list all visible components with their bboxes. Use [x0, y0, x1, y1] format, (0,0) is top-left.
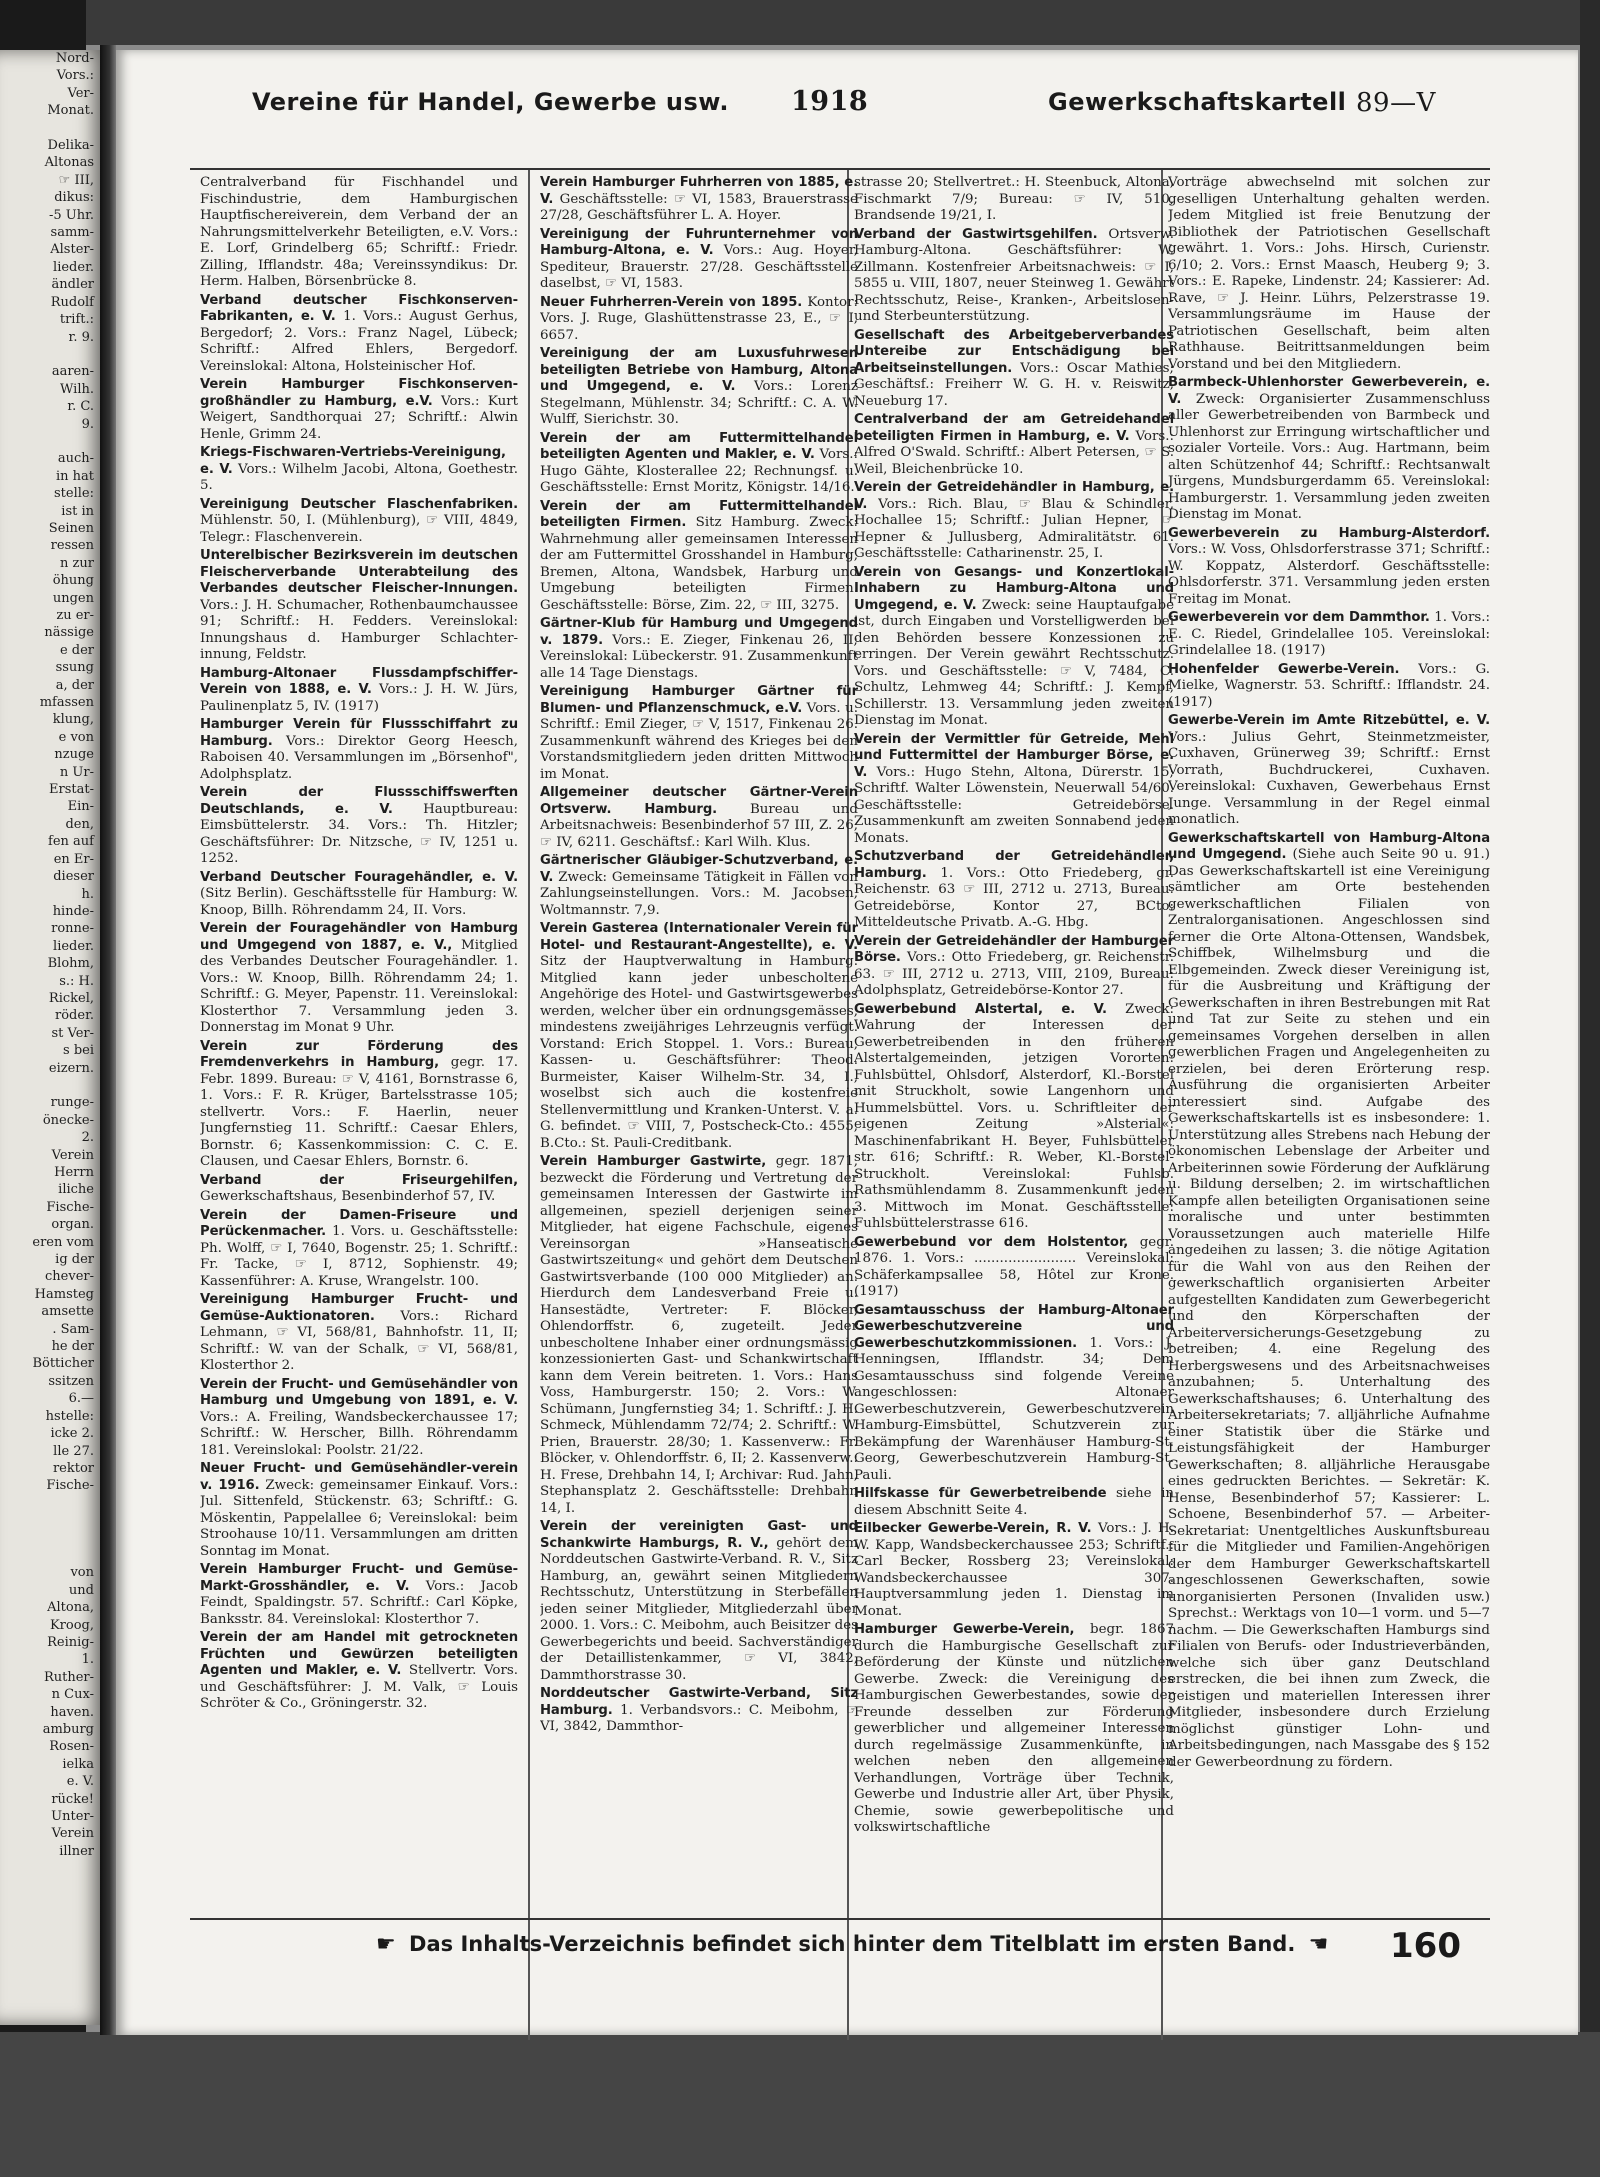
entry-details: 1. Vors.: E. C. Riedel, Grindelallee 105. Vereinslokal: Grindelallee 18. (1917) — [1168, 610, 1490, 658]
entry-name: Gewerbeverein vor dem Dammthor. — [1168, 610, 1430, 625]
entry-name: Hamburg-Altonaer Flussdampfschiffer-Verein von 1888, e. V. — [200, 665, 518, 697]
entry-details: Sitz Hamburg. Zweck: Wahrnehmung aller gemeinsamen Interessen der am Futtermittel Grosshandel in Hamburg, Bremen, Altona, Wandsbek, Harburg und Umgebung beteiligten Firmen. Geschäftsstelle: Börse, Zim. 22, ☞ III, 3275. — [540, 515, 858, 613]
facing-page-text-fragment: ändler — [51, 277, 94, 293]
header-page-ref: 89—V — [1356, 88, 1436, 118]
facing-page-fragment — [0, 50, 108, 2025]
facing-page-text-fragment: und — [68, 1582, 94, 1598]
directory-entry — [540, 921, 858, 1152]
directory-entry — [854, 1622, 1174, 1837]
facing-page-text-fragment: amsette — [41, 1304, 94, 1320]
directory-entry — [200, 1039, 518, 1171]
directory-column-2 — [540, 175, 858, 2050]
facing-page-text-fragment: Rudolf — [50, 294, 94, 310]
entry-details: Zweck: seine Hauptaufgabe ist, durch Eingaben und Vorstelligwerden bei den Behörden bessere Konzessionen zu erringen. Der Verein gewährt Rechtsschutz. Vors. und Geschäftsstelle: ☞ V, 7484, C. Schultz, Lehmweg 44; Schriftf.: J. Kempf, Schillerstr. 13. Versammlung jeden zweiten Dienstag im Monat. — [854, 597, 1174, 728]
pointing-hand-right-icon: ☛ — [376, 1932, 396, 1957]
facing-page-text-fragment: Wilh. — [60, 381, 94, 397]
entry-details: Vors.: Otto Friedeberg, gr. Reichenstr. 63. ☞ III, 2712 u. 2713, VIII, 2109, Bureau: Adolphsplatz, Getreidebörse-Kontor 27. — [854, 950, 1174, 998]
entry-details: Vors.: Lorenz Stegelmann, Mühlenstr. 34; Schriftf.: C. A. W. Wulff, Sierichstr. 30. — [540, 379, 858, 427]
entry-details: Mitglied des Verbandes Deutscher Fouragehändler. 1. Vors.: W. Knoop, Billh. Röhrendamm 24; 1. Schriftf.: G. Meyer, Papenstr. 11. Vereinslokal: Klosterthor 7. Versammlung jeden 3. Donnerstag im Monat 9 Uhr. — [200, 937, 518, 1035]
entry-name: Verein Hamburger Frucht- und Gemüse-Markt-Grosshändler, e. V. — [200, 1562, 518, 1594]
entry-name: Verein der am Handel mit getrockneten Früchten und Gewürzen beteiligten Agenten und Makler, e. V. — [200, 1630, 518, 1678]
facing-page-text-fragment: mfassen — [39, 695, 94, 711]
facing-page-text-fragment: ressen — [50, 538, 94, 554]
entry-name: Neuer Frucht- und Gemüsehändler-verein v. 1916. — [200, 1461, 518, 1493]
entry-name: Vereinigung Hamburger Gärtner für Blumen- und Pflanzenschmuck, e.V. — [540, 684, 858, 716]
facing-page-text-fragment: Altona, — [47, 1600, 94, 1616]
facing-page-text-fragment: samm- — [50, 225, 94, 241]
directory-entry — [854, 1521, 1174, 1620]
entry-details: (Sitz Berlin). Geschäftsstelle für Hamburg: W. Knoop, Billh. Röhrendamm 24, II. Vors. — [200, 886, 518, 918]
facing-page-text-fragment: dikus: — [54, 190, 94, 206]
facing-page-text-fragment: chever- — [45, 1269, 94, 1285]
directory-entry — [200, 921, 518, 1037]
directory-entry — [540, 295, 858, 345]
entry-details: 1. Verbandsvors.: C. Meibohm, ☞ VI, 3842, Dammthor- — [540, 1702, 858, 1734]
facing-page-text-fragment: lieder. — [53, 938, 94, 954]
directory-entry — [540, 227, 858, 293]
entry-name: Verein der Getreidehändler in Hamburg, e. V. — [854, 480, 1174, 512]
facing-page-text-fragment: runge- — [50, 1095, 94, 1111]
facing-page-text-fragment: s.: H. — [59, 973, 94, 989]
entry-name: Verein Hamburger Fischkonserven-großhändler zu Hamburg, e.V. — [200, 377, 518, 409]
facing-page-text-fragment: rektor — [52, 1460, 94, 1476]
entry-details: Vors.: A. Freiling, Wandsbeckerchaussee 17; Schriftf.: W. Herscher, Billh. Röhrendamm 181. Vereinslokal: Poolstr. 21/22. — [200, 1409, 518, 1458]
facing-page-text-fragment: ielka — [62, 1756, 94, 1772]
directory-entry — [200, 717, 518, 783]
directory-entry — [200, 293, 518, 376]
entry-details: gegr. 1876. 1. Vors.: ........................ Vereinslokal: Schäferkampsallee 58, Hôtel zur Krone. (1917) — [854, 1234, 1174, 1299]
entry-details: Vors.: Alfred O'Swald. Schriftf.: Albert Petersen, ☞ S. Weil, Bleichenbrücke 10. — [854, 428, 1174, 477]
entry-details: siehe in diesem Abschnitt Seite 4. — [854, 1486, 1174, 1518]
directory-entry — [200, 377, 518, 443]
entry-name: Verein Hamburger Gastwirte, — [540, 1154, 767, 1169]
facing-page-text-fragment: ist in — [61, 503, 94, 519]
facing-page-text-fragment: . Sam- — [52, 1321, 94, 1337]
directory-entry — [1168, 831, 1490, 1772]
directory-entry — [540, 499, 858, 615]
entry-details: Vors.: Direktor Georg Heesch, Raboisen 40. Versammlungen im „Börsenhof", Adolphsplatz. — [200, 733, 518, 782]
entry-details: Vorträge abwechselnd mit solchen zur geselligen Unterhaltung gehalten werden. Jedem Mitglied ist freie Benutzung der Bibliothek der Patriotischen Gesellschaft gewährt. 1. Vors.: Johs. Hirsch, Curienstr. 6/10; 2. Vors.: Ernst Maasch, Heuberg 9; 3. Vors.: E. Rapeke, Lindenstr. 24; Kassierer: Ad. Rave, ☞ J. Heinr. Lührs, Pelzerstrasse 19. Versammlungsräume im Hause der Patriotischen Gesellschaft, beim alten Rathhause. Beitrittsanmeldungen beim Vorstand und bei den Mitgliedern. — [1168, 175, 1490, 372]
directory-entry — [200, 1292, 518, 1375]
entry-details: Vors. u. Schriftf.: Emil Zieger, ☞ V, 1517, Finkenau 26. Zusammenkunft während des Krieges bei den Vorstandsmitgliedern jeden dritten Mittwoch im Monat. — [540, 700, 858, 782]
running-header — [226, 76, 1466, 136]
facing-page-text-fragment — [0, 1077, 108, 1094]
pointing-hand-left-icon: ☚ — [1308, 1932, 1329, 1957]
facing-page-text-fragment: Bötticher — [32, 1356, 94, 1372]
directory-column-3 — [854, 175, 1174, 2050]
entry-details: Zweck: Gemeinsame Tätigkeit in Fällen von Zahlungseinstellungen. Vors.: M. Jacobsen, Woltmannstr. 7,9. — [540, 869, 858, 918]
entry-details: Vors.: Aug. Hoyer, Spediteur, Brauerstr. 27/28. Geschäftsstelle daselbst, ☞ VI, 1583. — [540, 243, 858, 291]
entry-details: Bureau und Arbeitsnachweis: Besenbinderhof 57 III, Z. 26, ☞ IV, 6211. Geschäftsf.: Karl Wilh. Klus. — [540, 801, 858, 850]
scan-background-bottom — [0, 2032, 1600, 2177]
facing-page-text-fragment: s bei — [63, 1043, 94, 1059]
header-topic: Gewerkschaftskartell — [1048, 88, 1347, 116]
directory-entry — [200, 1630, 518, 1713]
entry-name: Verein der vereinigten Gast- und Schankwirte Hamburgs, R. V., — [540, 1519, 858, 1551]
directory-entry — [854, 1486, 1174, 1519]
entry-name: Allgemeiner deutscher Gärtner-Verein Ortsverw. Hamburg. — [540, 785, 858, 817]
directory-entry — [1168, 610, 1490, 660]
directory-entry — [854, 227, 1174, 326]
entry-name: Gewerkschaftskartell von Hamburg-Altona und Umgegend. — [1168, 830, 1490, 862]
facing-page-text-fragment: n Cux- — [51, 1687, 94, 1703]
facing-page-text-fragment: klung, — [52, 712, 94, 728]
facing-page-text-fragment: 2. — [81, 1130, 94, 1146]
facing-page-text-fragment: Monat. — [47, 103, 94, 119]
facing-page-text-fragment: Blohm, — [47, 956, 94, 972]
directory-entry — [854, 1235, 1174, 1301]
facing-page-text-fragment: Herrn — [54, 1165, 94, 1180]
facing-page-text-fragment: Fische- — [46, 1199, 94, 1215]
facing-page-text-fragment: e von — [58, 729, 94, 745]
directory-entry — [200, 870, 518, 920]
directory-entry — [854, 412, 1174, 478]
directory-entry — [854, 1002, 1174, 1233]
directory-entry — [540, 616, 858, 682]
entry-details: Vors.: Hugo Stehn, Altona, Dürerstr. 15; Schriftf. Walter Löwenstein, Neuerwall 54/60. Geschäftsstelle: Getreidebörse. Zusammenkunft am zweiten Sonnabend jeden Monats. — [854, 764, 1174, 846]
facing-page-text-fragment: Rosen- — [49, 1739, 94, 1755]
directory-entry — [540, 175, 858, 225]
entry-details: Vors.: Julius Gehrt, Steinmetzmeister, Cuxhaven, Grünerweg 39; Schriftf.: Ernst Vorrath, Buchdruckerei, Cuxhaven. Vereinslokal: Cuxhaven, Gewerbehaus Ernst Junge. Versammlung in der Regel einmal monatlich. — [1168, 729, 1490, 827]
directory-entry — [854, 175, 1174, 225]
entry-details: 1. Vors.: J. Henningsen, Ifflandstr. 34; Dem Gesamtausschuss sind folgende Vereine angeschlossen: Altonaer Gewerbeschutzverein, Gewerbeschutzverein Hamburg-Eimsbüttel, Schutzverein zur Bekämpfung der Warenhäuser Hamburg-St. Georg, Gewerbeschutzverein Hamburg-St. Pauli. — [854, 1335, 1174, 1483]
entry-details: Vors.: W. Voss, Ohlsdorferstrasse 371; Schriftf.: W. Koppatz, Alsterdorf. Geschäftsstelle: Ohlsdorferstr. 371. Versammlung jeden ersten Freitag im Monat. — [1168, 542, 1490, 607]
entry-details: Gewerkschaftshaus, Besenbinderhof 57, IV. — [200, 1189, 496, 1204]
facing-page-text-fragment: ronne- — [51, 921, 94, 937]
facing-page-text-fragment: -5 Uhr. — [48, 207, 94, 223]
facing-page-text-fragment: aaren- — [51, 364, 94, 380]
facing-page-text-fragment: Unter- — [51, 1809, 94, 1825]
facing-page-text-fragment: 6.— — [68, 1391, 94, 1407]
facing-page-text-fragment — [0, 1495, 108, 1512]
directory-entry — [200, 1377, 518, 1460]
directory-entry — [200, 548, 518, 664]
entry-name: Verein der Damen-Friseure und Perückenmacher. — [200, 1207, 518, 1239]
facing-page-text-fragment: Alster- — [50, 242, 94, 258]
directory-entry — [200, 497, 518, 547]
entry-name: Hohenfelder Gewerbe-Verein. — [1168, 661, 1400, 677]
column-divider — [528, 170, 530, 2040]
facing-page-text-fragment: nässige — [44, 625, 94, 641]
entry-name: Gewerbebund Alstertal, e. V. — [854, 1001, 1107, 1017]
entry-name: Kriegs-Fischwaren-Vertriebs-Vereinigung, e. V. — [200, 445, 506, 477]
entry-details: Vors.: Oscar Mathies; Geschäftsf.: Freiherr W. G. H. v. Reiswitz, Neueburg 17. — [854, 360, 1174, 409]
facing-page-text-fragment: von — [70, 1565, 94, 1581]
directory-entry — [540, 1154, 858, 1517]
entry-name: Gewerbe-Verein im Amte Ritzebüttel, e. V. — [1168, 713, 1490, 728]
entry-name: Verein der Flussschiffswerften Deutschlands, e. V. — [200, 785, 518, 817]
entry-name: Gärtner-Klub für Hamburg und Umgegend v. 1879. — [540, 616, 858, 648]
facing-page-text-fragment: st Ver- — [51, 1025, 94, 1041]
facing-page-text-fragment: trift.: — [59, 312, 94, 328]
entry-name: Verband Deutscher Fouragehändler, e. V. — [200, 869, 518, 885]
facing-page-text-fragment: Verein — [51, 1147, 94, 1163]
book-gutter — [100, 45, 116, 2035]
directory-entry — [200, 1461, 518, 1560]
facing-page-text-fragment: he der — [51, 1339, 94, 1355]
facing-page-text-fragment: organ. — [51, 1217, 94, 1233]
directory-entry — [854, 328, 1174, 411]
entry-name: Verein der Getreidehändler der Hamburger Börse. — [854, 933, 1174, 965]
directory-entry — [200, 785, 518, 868]
entry-details: Kontor: Vors. J. Ruge, Glashüttenstrasse 23, E., ☞ I, 6657. — [540, 294, 858, 343]
entry-details: 1. Vors.: August Gerhus, Bergedorf; 2. Vors.: Franz Nagel, Lübeck; Schriftf.: Alfred Ehlers, Bergedorf. Vereinslokal: Altona, Holsteinischer Hof. — [200, 309, 518, 374]
directory-entry — [1168, 662, 1490, 712]
facing-page-text-fragment: Seinen — [48, 520, 94, 536]
page-number: 160 — [1390, 1926, 1461, 1966]
facing-page-text-fragment: Kroog, — [49, 1617, 94, 1633]
directory-entry — [854, 1303, 1174, 1485]
facing-page-text-fragment: Fische- — [46, 1478, 94, 1494]
facing-page-text-fragment: ssitzen — [48, 1373, 94, 1389]
entry-name: Verein von Gesangs- und Konzertlokal-Inhabern zu Hamburg-Altona und Umgegend, e. V. — [854, 564, 1174, 613]
facing-page-text-fragment — [0, 433, 108, 450]
facing-page-text-fragment: den, — [65, 816, 94, 832]
facing-page-text-fragment: zu er- — [56, 608, 94, 623]
entry-details: Vors.: Kurt Weigert, Sandthorquai 27; Schriftf.: Alwin Henle, Grimm 24. — [200, 393, 518, 442]
entry-details: Vors.: Rich. Blau, ☞ Blau & Schindler, Hochallee 15; Schriftf.: Julian Hepner, ☞ Hepner & Jullusberg, Admiralitätstr. 61. Geschäftsstelle: Catharinenstr. 25, I. — [854, 496, 1174, 561]
facing-page-text-fragment: 1. — [81, 1652, 94, 1668]
entry-details: Vors.: J. H. W. Jürs, Paulinenplatz 5, IV. (1917) — [200, 682, 518, 714]
directory-entry — [540, 346, 858, 429]
facing-page-text-fragment: Vors.: — [56, 68, 94, 84]
directory-entry — [540, 785, 858, 851]
entry-name: Barmbeck-Uhlenhorster Gewerbeverein, e. V. — [1168, 375, 1490, 407]
facing-page-text-fragment: eizern. — [48, 1060, 94, 1076]
entry-name: Vereinigung der Fuhrunternehmer von Hamburg-Altona, e. V. — [540, 226, 858, 258]
directory-entry — [200, 445, 518, 495]
entry-name: Hilfskasse für Gewerbetreibende — [854, 1486, 1107, 1501]
facing-page-text-fragment: dieser — [53, 869, 94, 885]
entry-name: Schutzverband der Getreidehändler, Hamburg. — [854, 849, 1174, 881]
entry-name: Gewerbeverein zu Hamburg-Alsterdorf. — [1168, 525, 1490, 541]
entry-details: Vors.: G. Mielke, Wagnerstr. 53. Schriftf.: Ifflandstr. 24. (1917) — [1168, 661, 1490, 710]
facing-page-text-fragment: iliche — [58, 1182, 94, 1198]
entry-details: Vors.: J. H. Schumacher, Rothenbaumchaussee 91; Schriftf.: H. Fedders. Vereinslokal: Innungshaus d. Hamburger Schlachter-innung, Feldstr. — [200, 597, 518, 662]
entry-name: Vereinigung der am Luxusfuhrwesen beteiligten Betriebe von Hamburg, Altona und Umgegend, e. V. — [540, 346, 858, 394]
directory-entry — [854, 849, 1174, 932]
entry-name: Norddeutscher Gastwirte-Verband, Sitz Hamburg. — [540, 1686, 858, 1718]
facing-page-text-fragment: r. 9. — [68, 329, 94, 345]
header-year: 1918 — [791, 86, 869, 117]
entry-name: Neuer Fuhrherren-Verein von 1895. — [540, 294, 803, 310]
facing-page-text-fragment — [0, 1547, 108, 1564]
entry-name: Hamburger Verein für Flussschiffahrt zu Hamburg. — [200, 717, 518, 749]
directory-entry — [540, 684, 858, 783]
directory-entry — [200, 1562, 518, 1628]
header-section-title: Vereine für Handel, Gewerbe usw. — [252, 88, 730, 116]
facing-page-text-fragment: illner — [59, 1843, 94, 1859]
facing-page-text-fragment: Reinig- — [47, 1634, 94, 1650]
entry-details: begr. 1867 durch die Hamburgische Gesellschaft zur Beförderung der Künste und nützlichen Gewerbe. Zweck: die Vereinigung des Hamburgischen Gewerbestandes, sowie der Freunde desselben zur Förderung gewerblicher und allgemeiner Interessen durch regelmässige Zusammenkünfte, in welchen neben den allgemeinen Verhandlungen, Vorträge über Technik, Gewerbe und Industrie aller Art, über Physik, Chemie, sowie gewerbepolitische und volkswirtschaftliche — [854, 1622, 1174, 1835]
facing-page-text-fragment: in hat — [55, 468, 94, 484]
entry-name: Verein der Vermittler für Getreide, Mehl und Futtermittel der Hamburger Börse, e. V. — [854, 731, 1174, 780]
facing-page-text-fragment: icke 2. — [50, 1426, 94, 1442]
facing-page-text-fragment: röder. — [55, 1008, 94, 1024]
directory-entry — [854, 732, 1174, 848]
entry-details: gegr. 17. Febr. 1899. Bureau: ☞ V, 4161, Bornstrasse 6, 1. Vors.: F. R. Krüger, Bartelsstrasse 105; stellvertr. Vors.: F. Haerlin, neuer Jungfernstieg 11. Schriftf.: Caesar Ehlers, Bornstr. 6; Kassenkommission: C. C. E. Clausen, und Caesar Ehlers, Bornstr. 6. — [200, 1055, 518, 1169]
entry-details: Vors.: E. Zieger, Finkenau 26, II; Vereinslokal: Lübeckerstr. 91. Zusammenkunft alle 14 Tage Dienstags. — [540, 632, 858, 681]
entry-details: Stellvertr. Vors. und Geschäftsführer: J. M. Valk, ☞ Louis Schröter & Co., Gröningerstr. 32. — [200, 1663, 518, 1711]
entry-details: Ortsverw. Hamburg-Altona. Geschäftsführer: W. Zillmann. Kostenfreier Arbeitsnachweis: ☞ I, 5855 u. VIII, 1807, neuer Steinweg 1. Gewährt Rechtsschutz, Reise-, Kranken-, Arbeitslosen- und Sterbeunterstützung. — [854, 226, 1174, 324]
facing-page-text-fragment: Ein- — [67, 799, 94, 815]
facing-page-text-fragment — [0, 346, 108, 363]
facing-page-text-fragment: lieder. — [53, 259, 94, 275]
facing-page-text-fragment: auch- — [57, 451, 94, 467]
directory-entry — [854, 480, 1174, 563]
entry-details: Hauptbureau: Eimsbüttelerstr. 34. Vors.: Th. Hitzler; Geschäftsführer: Dr. Nitzsche, ☞ IV, 1251 u. 1252. — [200, 801, 518, 866]
facing-page-text-fragment: lle 27. — [53, 1443, 94, 1459]
directory-entry — [200, 175, 518, 291]
entry-details: Mühlenstr. 50, I. (Mühlenburg), ☞ VIII, 4849, Telegr.: Flaschenverein. — [200, 513, 518, 545]
facing-page-text-fragment: Delika- — [47, 138, 94, 154]
entry-details: Centralverband für Fischhandel und Fischindustrie, dem Hamburgischen Hauptfischereiverein, dem Verband der an Nahrungsmittelverkehr Beteiligten, e.V. Vors.: E. Lorf, Grindelberg 65; Schriftf.: Friedr. Zilling, Ifflandstr. 48a; Vereinssyndikus: Dr. Herm. Halben, Börsenbrücke 8. — [200, 175, 518, 289]
entry-details: Zweck: Wahrung der Interessen der Gewerbetreibenden in den früheren Alstertalgemeinden, jetzigen Vororten: Fuhlsbüttel, Ohlsdorf, Alsterdorf, Kl.-Borstel mit Struckholt, sowie Langenhorn und Hummelsbüttel. Vors. u. Schriftleiter der eigenen Zeitung »Alsterial«: Maschinenfabrikant H. Beyer, Fuhlsbütteler str. 616; Schriftf.: R. Weber, Kl.-Borstel-Struckholt. Vereinslokal: Fuhlsb. Rathsmühlendamm 8. Zusammenkunft jeden 3. Mittwoch im Monat. Geschäftsstelle: Fuhlsbüttelerstrasse 616. — [854, 1001, 1174, 1231]
facing-page-text-fragment: stelle: — [54, 486, 94, 502]
entry-name: Verein Gasterea (Internationaler Verein für Hotel- und Restaurant-Angestellte), e. V. — [540, 921, 858, 953]
facing-page-text-fragment: n zur — [60, 555, 94, 571]
header-rule — [190, 168, 1490, 170]
entry-name: Vereinigung Deutscher Flaschenfabriken. — [200, 496, 518, 512]
entry-name: Verband deutscher Fischkonserven-Fabrikanten, e. V. — [200, 292, 518, 324]
entry-details: Vors.: Jacob Feindt, Spaldingstr. 57. Schriftf.: Carl Köpke, Banksstr. 84. Vereinslokal: Klosterthor 7. — [200, 1578, 518, 1627]
facing-page-text-fragment: Ruther- — [43, 1669, 94, 1685]
facing-page-text-fragment: e. V. — [66, 1774, 94, 1790]
entry-name: Hamburger Gewerbe-Verein, — [854, 1622, 1075, 1637]
entry-name: Verein der Fouragehändler von Hamburg und Umgegend von 1887, e. V., — [200, 921, 518, 953]
facing-page-text-fragment: nzuge — [54, 747, 94, 763]
facing-page-text-fragment: önecke- — [42, 1112, 94, 1128]
entry-name: Verein der Frucht- und Gemüsehändler von Hamburg und Umgebung von 1891, e. V. — [200, 1376, 518, 1408]
facing-page-text-fragment: h. — [81, 886, 94, 902]
entry-name: Verband der Gastwirtsgehilfen. — [854, 226, 1098, 242]
entry-name: Verein zur Förderung des Fremdenverkehrs in Hamburg, — [200, 1038, 518, 1070]
footer-note-text: Das Inhalts-Verzeichnis befindet sich hinter dem Titelblatt im ersten Band. — [409, 1932, 1296, 1956]
directory-entry — [854, 565, 1174, 730]
facing-page-text-fragment: rücke! — [51, 1791, 94, 1807]
facing-page-text-fragment: fen auf — [48, 834, 94, 850]
facing-page-text-fragment: Erstat- — [49, 782, 94, 798]
facing-page-text-fragment: Nord- — [55, 51, 94, 66]
entry-details: 1. Vors. u. Geschäftsstelle: Ph. Wolff, ☞ I, 7640, Bogenstr. 25; 1. Schriftf.: Fr. Tacke, ☞ I, 8712, Sophienstr. 49; Kassenführer: A. Kruse, Wrangelstr. 100. — [200, 1224, 518, 1289]
facing-page-text-fragment: Hamsteg — [34, 1286, 94, 1302]
facing-page-text-fragment: ssung — [55, 660, 94, 676]
entry-name: Verein der am Futtermittelhandel beteiligten Firmen. — [540, 498, 858, 530]
directory-entry — [540, 1686, 858, 1736]
directory-entry — [854, 934, 1174, 1000]
facing-page-text-fragment — [0, 120, 108, 137]
facing-page-text-fragment: hinde- — [52, 903, 94, 919]
facing-page-text-fragment: a, der — [55, 677, 94, 693]
entry-details: Zweck: gemeinsamer Einkauf. Vors.: Jul. Sittenfeld, Stückenstr. 63; Schriftf.: G. Möskentin, Pappelallee 6; Vereinslokal: beim Stroohause 10/11. Versammlungen am dritten Sonntag im Monat. — [200, 1477, 518, 1559]
facing-page-text-fragment: Altonas — [44, 155, 94, 171]
facing-page-text-fragment: Rickel, — [48, 990, 94, 1006]
entry-name: Gesamtausschuss der Hamburg-Altonaer Gewerbeschutzvereine und Gewerbeschutzkommissionen. — [854, 1302, 1174, 1351]
entry-details: Geschäftsstelle: ☞ VI, 1583, Brauerstrasse 27/28, Geschäftsführer L. A. Hoyer. — [540, 191, 858, 223]
facing-page-text-fragment: ☞ III, — [58, 172, 94, 188]
footer-note — [370, 1932, 1334, 1957]
entry-details: Vors.: Richard Lehmann, ☞ VI, 568/81, Bahnhofstr. 11, II; Schriftf.: W. van der Schalk, ☞ VI, 568/81, Klosterthor 2. — [200, 1308, 518, 1373]
facing-page-text-fragment: e der — [59, 642, 94, 658]
entry-details: Vors.: J. H. W. Kapp, Wandsbeckerchaussee 253; Schriftf.: Carl Becker, Rossberg 23; Vereinslokal: Wandsbeckerchaussee 307. Hauptversammlung jeden 1. Dienstag im Monat. — [854, 1521, 1174, 1619]
facing-page-text-fragment: r. C. — [67, 399, 94, 415]
entry-details: strasse 20; Stellvertret.: H. Steenbuck, Altona, Fischmarkt 7/9; Bureau: ☞ IV, 510, Brandsende 19/21, I. — [854, 175, 1174, 223]
directory-entry — [1168, 375, 1490, 524]
entry-details: Vors.: Wilhelm Jacobi, Altona, Goethestr. 5. — [200, 461, 518, 493]
facing-page-text-fragment: n Ur- — [59, 764, 94, 780]
entry-name: Vereinigung Hamburger Frucht- und Gemüse-Auktionatoren. — [200, 1292, 518, 1324]
facing-page-text-fragment: Verein — [51, 1826, 94, 1842]
facing-page-text-fragment: ungen — [52, 590, 94, 606]
entry-name: Verein der am Futtermittelhandel beteiligten Agenten und Makler, e. V. — [540, 430, 858, 462]
facing-page-text-fragment: Ver- — [67, 85, 94, 101]
directory-entry — [540, 431, 858, 497]
directory-entry — [200, 1208, 518, 1291]
facing-page-text-fragment: öhung — [52, 573, 94, 589]
entry-name: Gesellschaft des Arbeitgeberverbandes Untereibe zur Entschädigung bei Arbeitseinstellungen. — [854, 327, 1174, 376]
entry-details: (Siehe auch Seite 90 u. 91.) Das Gewerkschaftskartell ist eine Vereinigung sämtlicher am Orte bestehenden gewerkschaftlichen Filialen von Zentralorganisationen. Angeschlossen sind ferner die Orte Altona-Ottensen, Wandsbek, Schiffbek, Wilhelmsburg und die Elbgemeinden. Zweck dieser Vereinigung ist, für die Ausbreitung und Kräftigung der Gewerkschaften in ihren Bestrebungen mit Rat und Tat zur Seite zu stehen und ein gemeinsames Vorgehen derselben in allen gewerblichen Fragen und Angelegenheiten zu erzielen, bei deren Erörterung resp. Ausführung die organisierten Arbeiter interessiert sind. Aufgabe des Gewerkschaftskartells ist es insbesondere: 1. Unterstützung alles Strebens nach Hebung der ökonomischen Lebenslage der Arbeiter und Arbeiterinnen sowie Förderung der Aufklärung u. Bildung derselben; 2. im wirtschaftlichen Kampfe allen beteiligten Organisationen seine moralische und unter bestimmten Voraussetzungen auch materielle Hilfe angedeihen zu lassen; 3. die nötige Agitation für die Wahl von aus den Reihen der gewerkschaftlich organisierten Arbeiter aufgestellten Kandidaten zum Gewerbegericht und den Körperschaften der Arbeiterversicherungs-Gesetzgebung zu betreiben; 4. eine Regelung des Herbergswesens und des Arbeitsnachweises anzubahnen; 5. Unterhaltung des Gewerkschaftshauses; 6. Unterhaltung des Arbeitersekretariats; 7. alljährliche Aufnahme einer Statistik über die Stärke und Leistungsfähigkeit der Hamburger Gewerkschaften; 8. alljährliche Herausgabe eines gedruckten Berichtes. — Sekretär: K. Hense, Besenbinderhof 57; Kassierer: L. Schoene, Besenbinderhof 57. — Arbeiter-Sekretariat: Unentgeltliches Auskunftsbureau für die Mitglieder und Familien-Angehörigen der dem Hamburger Gewerkschaftskartell angeschlossenen Gewerkschaften, sowie unorganisierten Personen (Invaliden usw.) Sprechst.: Werktags von 10—1 vorm. und 5—7 nachm. — Die Gewerkschaften Hamburgs sind Filialen von Berufs- oder Industrieverbänden, welche sich über ganz Deutschland erstrecken, die bei ihnen zum Zweck, die geistigen und materiellen Interessen ihrer Mitglieder, insbesondere durch Erzielung möglichst günstiger Lohn- und Arbeitsbedingungen, nach Massgabe des § 152 der Gewerbeordnung zu fördern. — [1168, 847, 1490, 1770]
directory-column-4 — [1168, 175, 1490, 2050]
scan-background-right — [1580, 0, 1600, 2177]
facing-page-text-fragment: haven. — [50, 1704, 94, 1720]
entry-details: Sitz der Hauptverwaltung in Hamburg. Mitglied kann jeder unbescholtene Angehörige des Hotel- und Gastwirtsgewerbes werden, welcher über ein ordnungsgemässes, mindestens zweijähriges Lehrzeugnis verfügt. Vorstand: Erich Stoppel. 1. Vors.: Bureau, Kassen- u. Geschäftsführer: Theod. Burmeister, Kaiser Wilhelm-Str. 34, I., woselbst sich auch die kostenfreie Stellenvermittlung und Kranken-Unterst. V. a. G. befindet. ☞ VIII, 7, Postscheck-Cto.: 4555, B.Cto.: St. Pauli-Creditbank. — [540, 954, 858, 1151]
directory-entry — [540, 1519, 858, 1684]
facing-page-text-fragment: en Er- — [53, 851, 94, 867]
facing-page-text-fragment: 9. — [81, 416, 94, 432]
facing-page-text-fragment — [0, 1530, 108, 1547]
directory-entry — [1168, 175, 1490, 373]
entry-details: Zweck: Organisierter Zusammenschluss aller Gewerbetreibenden von Barmbeck und Uhlenhorst zur Erringung wirtschaftlicher und sozialer Vorteile. Vors.: Aug. Hartmann, beim alten Schützenhof 44; Schriftf.: Rechtsanwalt Jürgens, Mundsburgerdamm 65. Vereinslokal: Hamburgerstr. 1. Versammlung jeden zweiten Dienstag im Monat. — [1168, 391, 1490, 522]
entry-name: Centralverband der am Getreidehandel beteiligten Firmen in Hamburg, e. V. — [854, 412, 1174, 444]
facing-page-text-fragment: ig der — [55, 1252, 94, 1268]
directory-entry — [200, 1173, 518, 1206]
facing-page-text-fragment: amburg — [42, 1722, 94, 1737]
entry-name: Gärtnerischer Gläubiger-Schutzverband, e. V. — [540, 853, 858, 885]
entry-name: Gewerbebund vor dem Holstentor, — [854, 1234, 1129, 1250]
entry-details: Vors.: Hugo Gähte, Klosterallee 22; Rechnungsf. u. Geschäftsstelle: Ernst Moritz, Königstr. 14/16. — [540, 447, 858, 495]
directory-entry — [540, 853, 858, 919]
entry-details: 1. Vors.: Otto Friedeberg, gr. Reichenstr. 63 ☞ III, 2712 u. 2713, Bureau: Getreidebörse, Kontor 27, BCto: Mitteldeutsche Privatb. A.-G. Hbg. — [854, 865, 1174, 930]
facing-page-text-fragment — [0, 1512, 108, 1529]
directory-entry — [1168, 526, 1490, 609]
facing-page-text-fragment: eren vom — [32, 1234, 94, 1250]
entry-name: Eilbecker Gewerbe-Verein, R. V. — [854, 1521, 1092, 1536]
facing-page-text-fragment: hstelle: — [45, 1408, 94, 1424]
directory-entry — [1168, 713, 1490, 829]
directory-column-1 — [200, 175, 518, 2050]
entry-name: Verband der Friseurgehilfen, — [200, 1172, 518, 1188]
entry-details: gegr. 1871, bezweckt die Förderung und Vertretung der gemeinsamen Interessen der Gastwirte im allgemeinen, speziell derjenigen seiner Mitglieder, hat eigene Fachschule, eigenes Vereinsorgan »Hanseatische Gastwirtszeitung« und gehört dem Deutschen Gastwirtsverbande (100 000 Mitglieder) an. Hierdurch dem Landesverband Freie u. Hansestädte, Vertreter: F. Blöcker, Ohlendorffstr. 6, zugeteilt. Jeder unbescholtene Inhaber einer ordnungsmässig konzessionierten Gast- und Schankwirtschaft kann dem Verein beitreten. 1. Vors.: Hans Voss, Hamburgerstr. 150; 2. Vors.: W. Schümann, Jungfernstieg 34; 1. Schriftf.: J. H. Schmeck, Mühlendamm 72/74; 2. Schriftf.: W. Prien, Brauerstr. 28/30; 1. Kassenverw.: Fr. Blöcker, v. Ohlendorffstr. 6, II; 2. Kassenverw.: H. Frese, Drehbahn 14, I; Archivar: Rud. Jahn, Stephansplatz 2. Geschäftsstelle: Drehbahn 14, I. — [540, 1154, 858, 1516]
footer-rule — [190, 1918, 1490, 1920]
entry-name: Unterelbischer Bezirksverein im deutschen Fleischerverbande Unterabteilung des Verbandes deutscher Fleischer-Innungen. — [200, 548, 518, 596]
scan-background-top — [0, 0, 1600, 45]
directory-entry — [200, 666, 518, 716]
entry-name: Verein Hamburger Fuhrherren von 1885, e. V. — [540, 175, 858, 207]
entry-details: gehört dem Norddeutschen Gastwirte-Verband. R. V., Sitz Hamburg, an, gewährt seinen Mitgliedern Rechtsschutz, Unterstützung in Sterbefällen jeden seiner Mitglieder, Mitgliederzahl über 2000. 1. Vors.: C. Meibohm, auch Beisitzer des Gewerbegerichts und beeid. Sachverständiger der Detaillistenkammer, ☞ VI, 3842, Dammthorstrasse 30. — [540, 1535, 858, 1683]
